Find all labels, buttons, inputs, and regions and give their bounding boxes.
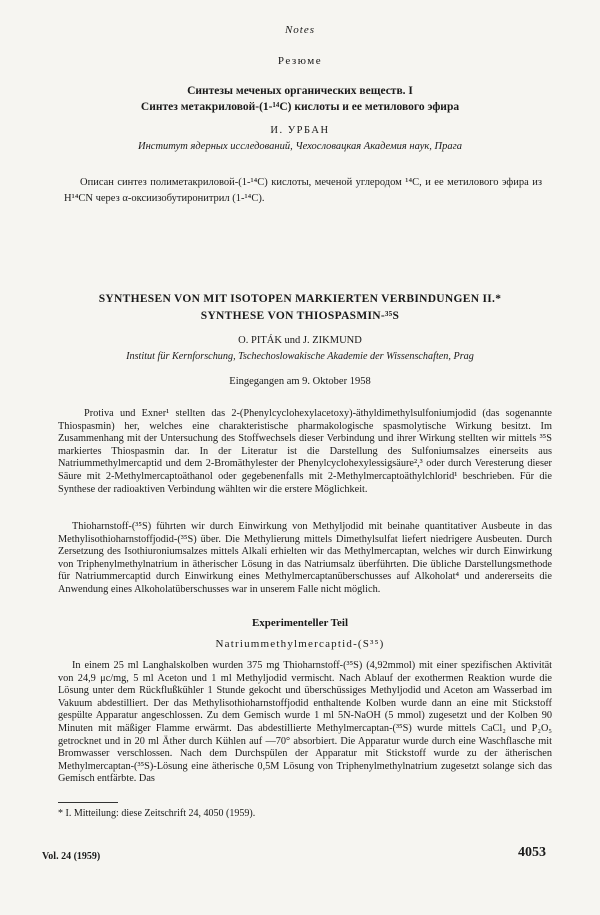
- experimental-paragraph: In einem 25 ml Langhalskolben wurden 375 mg Thioharnstoff-(³⁵S) (4,92mmol) mit einer spezifischen Aktivität von 24,9 μc/mg, 5 ml Aceton und 1 ml Methyljodid vermischt. Nach Ablauf der exothermen Reaktion wurde die Lösung unter dem Rückflußkühler 1 Stunde gekocht und überschüssiges Methyljodid und Aceton am Wasserbad im Vakuum abdestilliert. Der das Methylisothioharnstoffjodid enthaltende Kolben wurde dann an eine mit Stickstoff gespülte Apparatur angeschlossen. Zu dem Gemisch wurde 1 ml 5N-NaOH (5 mmol) zugesetzt und der Kolben 90 Minuten mit mäßiger Flamme erwärmt. Das abdestillierte Methylmercaptan-(³⁵S) wurde mittels CaCl₂ und P₂O₅ getrocknet und in 20 ml Äther durch Kühlen auf —70° absorbiert. Die Apparatur wurde durch eine Waschflasche mit Bromwasser verschlossen. Nach dem Durchspülen der Apparatur mit Stickstoff wurde zu der ätherischen Methylmercaptan-(³⁵S)-Lösung eine ätherische 0,5M Lösung von Triphenylmethylnatrium zugesetzt solange sich das Gemisch entfärbte. Das: [58, 660, 552, 785]
- resume-title-line1: Синтезы меченых органических веществ. I: [187, 85, 413, 97]
- resume-author: И. УРБАН: [270, 125, 330, 136]
- resume-heading: Резюме: [277, 55, 323, 67]
- page-number: 4053: [518, 845, 546, 860]
- article-title-line2: SYNTHESE VON THIOSPASMIN-³⁵S: [200, 310, 400, 322]
- footer-volume: Vol. 24 (1959): [42, 851, 101, 862]
- running-header: Notes: [284, 24, 316, 36]
- article-institute: Institut für Kernforschung, Tschechoslowakische Akademie der Wissenschaften, Prag: [126, 351, 474, 362]
- intro-paragraph-2: Thioharnstoff-(³⁵S) führten wir durch Einwirkung von Methyljodid mit beinahe quantitativer Ausbeute in das Methylisothioharnstoffjodid-(³⁵S) über. Die Methylierung mittels Dimethylsulfat liefert niedrigere Ausbeuten. Durch Zersetzung des Isothiuroniumsalzes mittels Alkali erhielten wir das Methylmercaptan, welches wir durch Einwirkung von Triphenylmethylnatrium in ätherischer Lösung in das Natriumsalz überführten. Die übliche Darstellungsmethode für Natriummercaptid durch Einwirkung eines Methylmercaptanüberschusses auf Alkoholat⁴ und andererseits die Anwendung eines Alkoholatüberschusses war in unserem Falle nicht möglich.: [58, 521, 552, 595]
- subsection-heading: Natriummethylmercaptid-(S³⁵): [215, 638, 385, 650]
- received-date: Eingegangen am 9. Oktober 1958: [229, 376, 371, 387]
- footnote-divider: [58, 802, 118, 803]
- resume-institute: Институт ядерных исследований, Чехословацкая Академия наук, Прага: [138, 141, 462, 152]
- intro-paragraph-1: Protiva und Exner¹ stellten das 2-(Phenylcyclohexylacetoxy)-äthyldimethylsulfoniumjodid (das sogenannte Thiospasmin) her, welches eine charakteristische pharmakologische spasmolytische Wirkung besitzt. Im Zusammenhang mit der Untersuchung des Stoffwechsels dieser Verbindung und ihrer Wirkung stellten wir mittels ³⁵S markiertes Thiospasmin dar. In der Literatur ist die Darstellung des Sulfoniumsalzes einerseits aus Natriummethylmercaptid und dem 2-Bromäthylester der Phenylcyclohexylessigsäure²,³ oder durch Veresterung dieser Säure mit 2-Methylmercaptoäthanol oder gegebenenfalls mit 2-Methylmercaptoäthylchlorid¹ beschrieben. Für die Synthese der radioaktiven Verbindung wählten wir die erstere Möglichkeit.: [58, 408, 552, 495]
- footnote: * I. Mitteilung: diese Zeitschrift 24, 4050 (1959).: [58, 808, 256, 819]
- resume-abstract: Описан синтез полиметакриловой-(1-¹⁴C) кислоты, меченой углеродом ¹⁴C, и ее метилового эфира из H¹⁴CN через α-оксиизобутиронитрил (1-¹⁴C).: [64, 177, 542, 204]
- article-title-line1: SYNTHESEN VON MIT ISOTOPEN MARKIERTEN VERBINDUNGEN II.*: [98, 293, 502, 305]
- section-heading-experimental: Experimenteller Teil: [251, 617, 349, 629]
- resume-title-line2: Синтез метакриловой-(1-¹⁴C) кислоты и ее метилового эфира: [140, 101, 460, 113]
- article-authors: O. PITÁK und J. ZIKMUND: [238, 335, 362, 346]
